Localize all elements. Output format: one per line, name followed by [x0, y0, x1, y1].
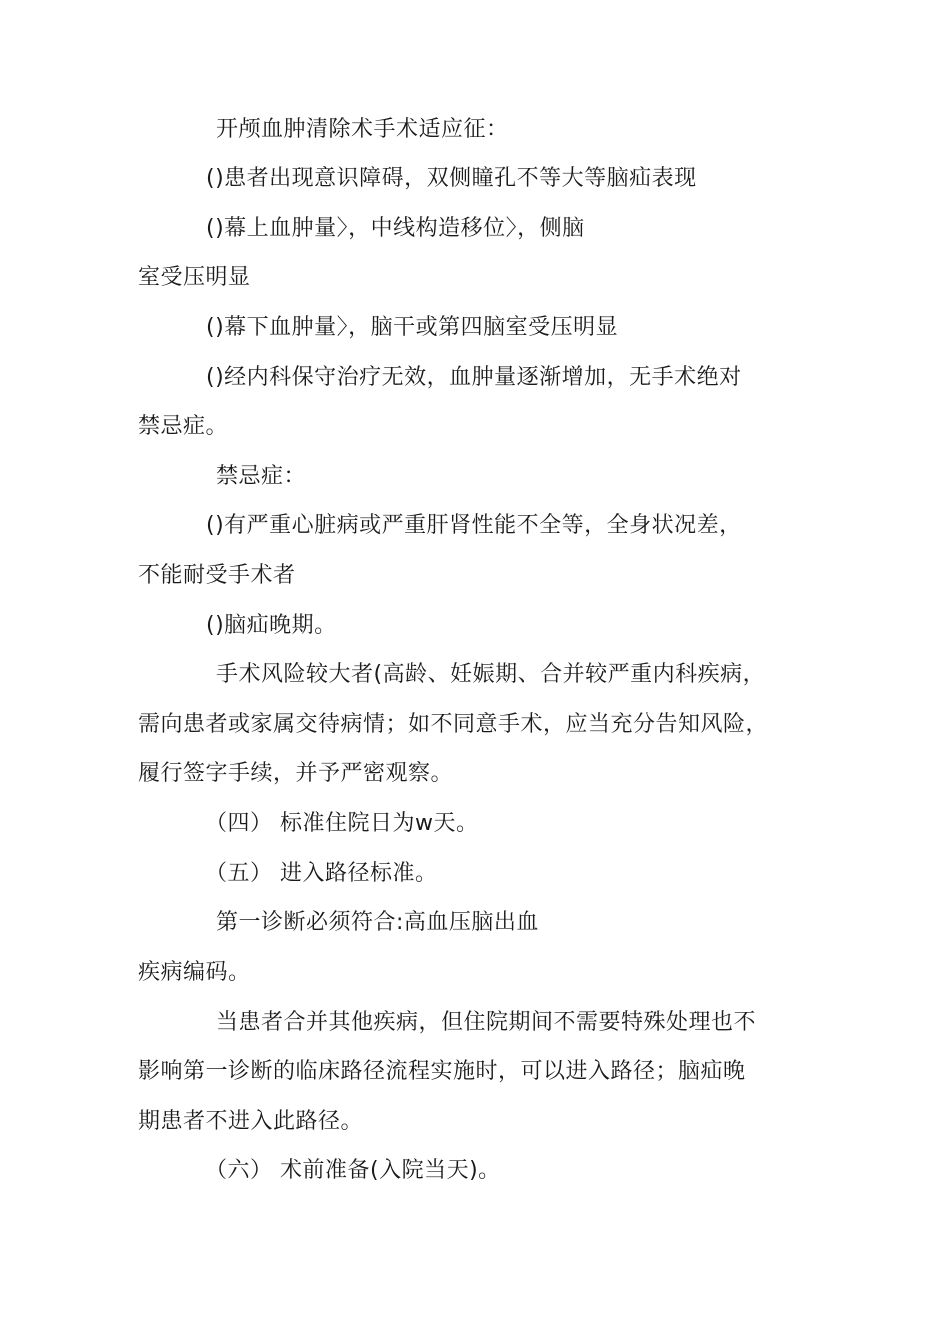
contraindication-item-1-cont: 不能耐受手术者 — [138, 563, 296, 588]
indication-item-3: ()幕下血肿量〉，脑干或第四脑室受压明显 — [206, 315, 619, 340]
indication-item-2: ()幕上血肿量〉，中线构造移位〉，侧脑 — [206, 216, 585, 241]
contraindication-item-2: ()脑疝晚期。 — [206, 613, 337, 638]
risk-paragraph-line-2: 需向患者或家属交待病情；如不同意手术，应当充分告知风险， — [138, 712, 769, 737]
contraindication-heading: 禁忌症： — [216, 464, 307, 489]
contraindication-item-1: ()有严重心脏病或严重肝肾性能不全等，全身状况差， — [206, 513, 742, 538]
risk-paragraph-line-3: 履行签字手续，并予严密观察。 — [138, 761, 454, 786]
indication-item-2-cont: 室受压明显 — [138, 265, 251, 290]
diagnosis-line-1: 第一诊断必须符合:高血压脑出血 — [216, 910, 539, 935]
section-4-heading: （四） 标准住院日为w天。 — [205, 811, 479, 836]
comorbidity-line-2: 影响第一诊断的临床路径流程实施时，可以进入路径；脑疝晚 — [138, 1059, 746, 1084]
indication-item-4-cont: 禁忌症。 — [138, 414, 229, 439]
comorbidity-line-1: 当患者合并其他疾病，但住院期间不需要特殊处理也不 — [216, 1010, 757, 1035]
indication-heading: 开颅血肿清除术手术适应征： — [216, 117, 509, 142]
indication-item-1: ()患者出现意识障碍，双侧瞳孔不等大等脑疝表现 — [206, 166, 697, 191]
indication-item-4: ()经内科保守治疗无效，血肿量逐渐增加，无手术绝对 — [206, 365, 742, 390]
comorbidity-line-3: 期患者不进入此路径。 — [138, 1109, 364, 1134]
diagnosis-line-2: 疾病编码。 — [138, 960, 251, 985]
section-5-heading: （五） 进入路径标准。 — [205, 861, 438, 886]
section-6-heading: （六） 术前准备(入院当天)。 — [205, 1158, 501, 1183]
risk-paragraph-line-1: 手术风险较大者(高龄、妊娠期、合并较严重内科疾病， — [216, 662, 766, 687]
